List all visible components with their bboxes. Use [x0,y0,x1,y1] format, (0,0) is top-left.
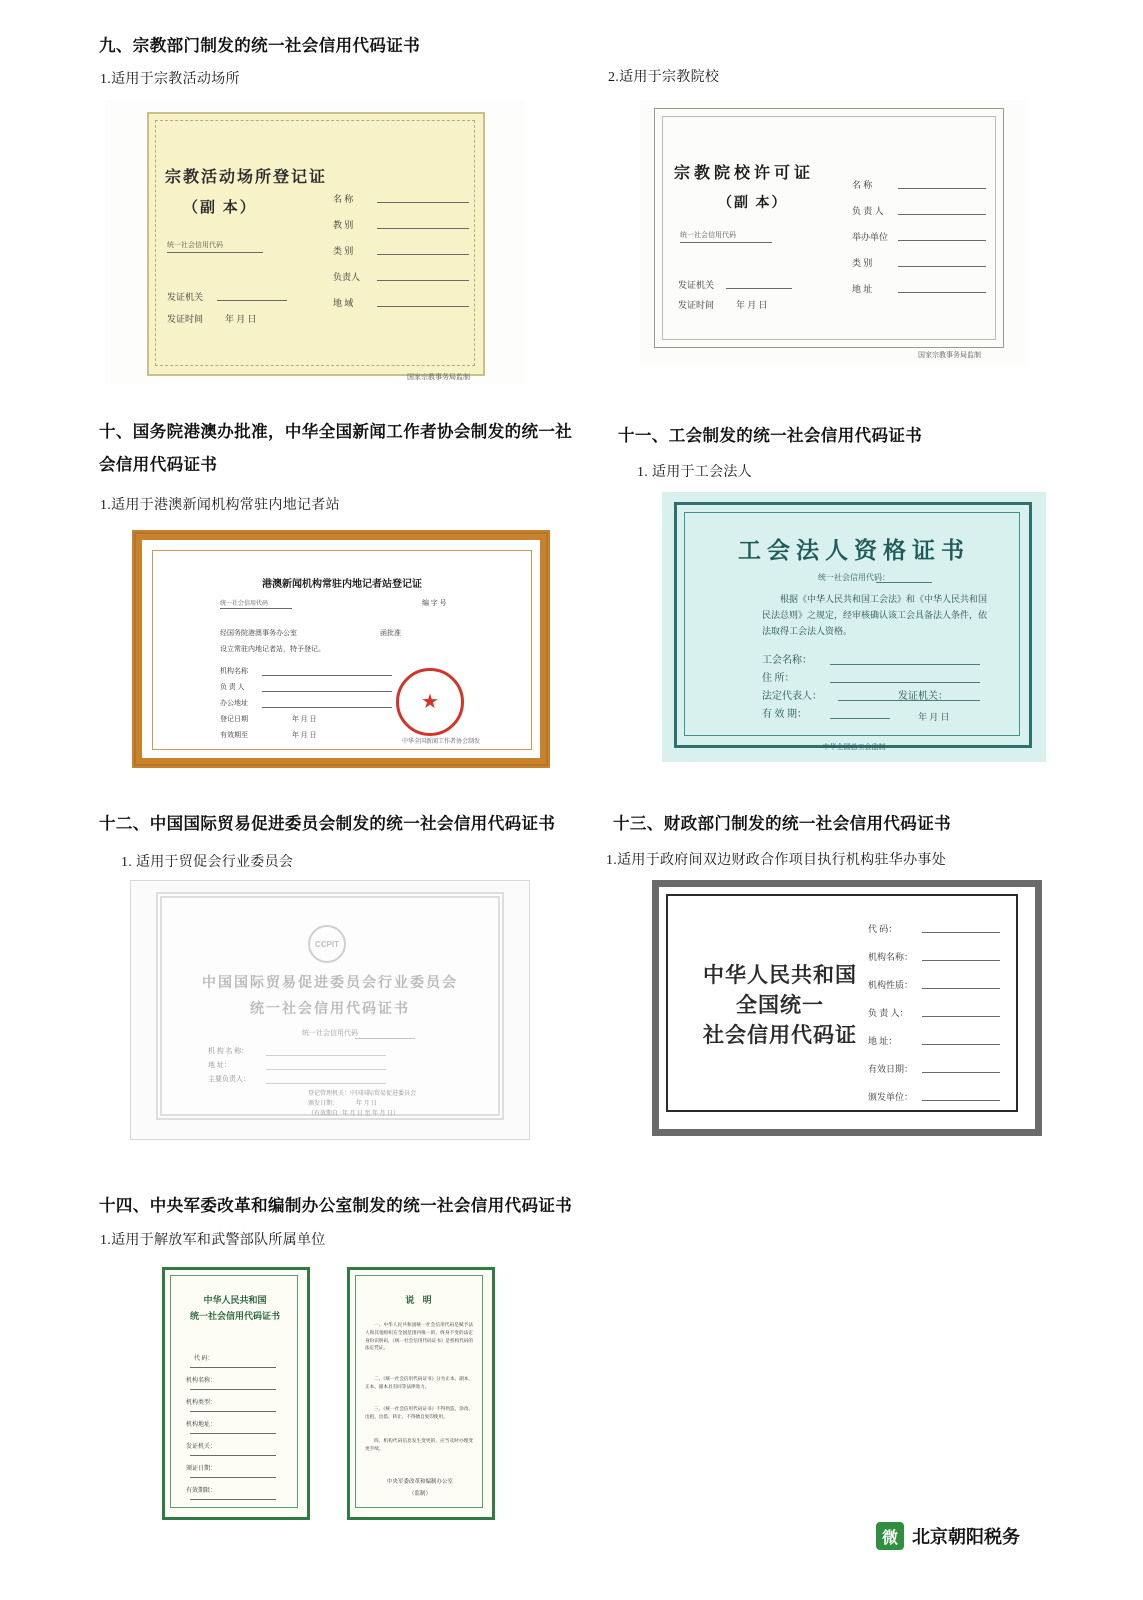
field-line-4 [898,292,986,293]
section-heading-10-line2: 会信用代码证书 [99,456,218,474]
field-label-3: 负责人 [333,272,361,282]
seal-star-icon: ★ [421,691,439,713]
cert-subtitle: （副 本） [718,196,788,211]
field-label-4: 发证机关： [186,1444,217,1450]
field-line-3 [190,1433,276,1434]
field-line-0 [190,1367,276,1368]
field-line-0 [898,188,986,189]
register-line: 设立常驻内地记者站，特予登记。 [220,645,325,653]
cert-code-label: 统一社会信用代码 [220,601,269,607]
field-label-0: 机 构 名 称： [208,1047,249,1055]
cert-title-line2: 统一社会信用代码证书 [189,1311,280,1321]
code-line [876,582,932,583]
field-label-5: 颁证日期： [186,1466,217,1472]
field-line-2 [190,1411,276,1412]
field-label-2: 机构类型： [186,1400,217,1406]
field-line-1 [830,682,980,683]
issuer-label: 登记管理机关：中国国际贸易促进委员会 [308,1091,417,1097]
field-line-3 [898,266,986,267]
approval-suffix: 函批准 [380,629,401,637]
cert-notes-footer-line1: 中央军委改革和编制办公室 [386,1479,453,1485]
field-label-1: 机构名称： [186,1378,217,1384]
cert-title: 工会法人资格证书 [738,538,970,563]
section-heading-12: 十二、中国国际贸易促进委员会制发的统一社会信用代码证书 [99,815,556,833]
field-label-3: 有 效 期： [762,709,807,720]
code-line [220,608,292,609]
cert-title-line2: 统一社会信用代码证书 [250,1002,410,1017]
field-line-3 [830,718,890,719]
cert-code-label: 统一社会信用代码： [818,573,890,582]
field-line-1 [262,691,392,692]
section-heading-9: 九、宗教部门制发的统一社会信用代码证书 [99,37,421,55]
section-heading-11: 十一、工会制发的统一社会信用代码证书 [618,427,923,445]
field-line-0 [262,675,392,676]
cert-notes-paragraph-3: 四、机构代码信息发生变更的，应当及时办理变更手续。 [365,1438,473,1451]
field-label-6: 颁发单位： [868,1092,914,1102]
field-3-date-units: 年 月 日 [292,715,317,723]
issuer-label: 发证机关 [167,292,204,302]
issuer-line [726,288,792,289]
section-heading-10: 十、国务院港澳办批准，中华全国新闻工作者协会制发的统一社 [99,423,573,441]
cert-body-text: 根据《中华人民共和国工会法》和《中华人民共和国民法总则》之规定，经审核确认该工会具备法人条件，依法取得工会法人资格。 [762,594,988,636]
field-label-3: 负 责 人： [868,1008,909,1018]
field-label-0: 名 称 [333,194,354,204]
field-label-1: 负 责 人 [852,206,884,216]
valid-units: 年 月 日 至 年 月 日） [342,1111,400,1117]
cert-union [662,492,1046,762]
section-14-item-1-label: 1.适用于解放军和武警部队所属单位 [100,1233,326,1248]
cert-notes-title: 说 明 [405,1295,435,1305]
cert-military-right [345,1265,495,1520]
cert-title: 港澳新闻机构常驻内地记者站登记证 [262,579,422,590]
section-heading-13: 十三、财政部门制发的统一社会信用代码证书 [613,815,951,833]
field-label-0: 机构名称 [220,667,248,675]
valid-label: （有效期自 [308,1111,339,1117]
field-label-1: 负 责 人 [220,683,245,691]
no-label: 编 字 号 [422,599,447,607]
field-line-4 [922,1044,1000,1045]
cert-notes-paragraph-1: 二、《统一社会信用代码证书》分为正本、副本，正本、副本具有同等法律效力。 [365,1376,473,1389]
field-label-2: 主要负责人： [208,1075,250,1083]
date-label: 发证时间 [678,300,715,310]
official-seal [396,668,464,736]
section-13-item-1-label: 1.适用于政府间双边财政合作项目执行机构驻华办事处 [606,853,946,868]
issuer-line [217,300,287,301]
date-units: 年 月 日 [918,712,950,722]
section-9-item-2-label: 2.适用于宗教院校 [608,70,720,85]
cert-code-label: 统一社会信用代码 [302,1029,358,1037]
cert-big-text-line2: 全国统一 [736,993,824,1017]
ccpit-logo-icon: CCPIT [308,925,346,963]
cert-military-left [160,1265,310,1520]
field-label-2: 法定代表人： [762,691,822,702]
cert-inner-border [355,1275,483,1508]
field-label-1: 住 所： [762,673,795,684]
field-line-0 [830,664,980,665]
field-label-4: 有效期至 [220,731,248,739]
code-line [680,242,772,243]
field-label-6: 有效期限： [186,1488,217,1494]
field-label-1: 机构名称： [868,952,914,962]
cert-religious-site [105,100,525,385]
section-10-item-1-label: 1.适用于港澳新闻机构常驻内地记者站 [100,498,340,513]
field-line-0 [922,932,1000,933]
field-line-4 [190,1455,276,1456]
code-line [355,1038,415,1039]
section-12-item-1-label: 1. 适用于贸促会行业委员会 [121,855,294,870]
field-label-2: 办公地址 [220,699,248,707]
cert-footer: 国家宗教事务局监制 [918,351,981,359]
field-line-1 [190,1389,276,1390]
field-line-3 [922,1016,1000,1017]
cert-title: 宗教院校许可证 [674,165,815,182]
field-label-0: 名 称 [852,180,873,190]
wechat-account-footer [876,1522,1020,1550]
field-line-1 [922,960,1000,961]
field-label-0: 代 码： [194,1356,214,1362]
field-label-4: 地 址： [868,1036,898,1046]
section-11-item-1-label: 1. 适用于工会法人 [637,465,752,480]
cert-title: 宗教活动场所登记证 [165,169,328,186]
field-label-1: 地 址： [208,1061,231,1069]
cert-subtitle: （副 本） [183,200,257,216]
field-line-2 [898,240,986,241]
cert-big-text-line3: 社会信用代码证 [703,1023,857,1047]
field-label-4: 地 域 [333,298,354,308]
field-label-4: 地 址 [852,284,873,294]
cert-title-line1: 中华人民共和国 [203,1295,267,1305]
field-label-3: 类 别 [852,258,873,268]
cert-notes-footer-line2: （监制） [408,1491,431,1497]
section-9-item-1-label: 1.适用于宗教活动场所 [100,72,240,87]
issuer-label: 发证机关 [678,280,715,290]
field-line-2 [377,254,469,255]
field-line-2 [266,1083,386,1084]
cert-footer: 国家宗教事务局监制 [407,373,470,381]
approval-line: 经国务院港澳事务办公室 [220,629,297,637]
field-line-0 [266,1055,386,1056]
field-line-1 [377,228,469,229]
cert-footer: 中华全国总工会监制 [822,743,886,751]
field-line-3 [377,280,469,281]
cert-footer: 中华全国新闻工作者协会制发 [402,739,481,745]
field-line-5 [922,1072,1000,1073]
cert-big-text-line1: 中华人民共和国 [703,963,857,987]
field-label-2: 机构性质： [868,980,914,990]
field-line-1 [898,214,986,215]
cert-notes-paragraph-0: 一、中华人民共和国统一社会信用代码是赋予法人和其他组织在全国范围内唯一的、终身不变的法定身份识别码，《统一社会信用代码证书》是机构代码的法定凭证。 [365,1322,473,1351]
cert-title-line1: 中国国际贸易促进委员会行业委员会 [202,976,458,991]
field-line-6 [190,1499,276,1500]
cert-notes-paragraph-2: 三、《统一社会信用代码证书》不得伪造、涂改、出租、出借、转让，不得擅自复印使用。 [365,1406,473,1419]
field-line-5 [190,1477,276,1478]
field-label-1: 教 别 [333,220,354,230]
cert-code-label: 统一社会信用代码 [680,231,736,239]
cert-press-station [122,520,562,780]
wechat-account-name: 北京朝阳税务 [912,1527,1020,1547]
field-label-5: 有效日期： [868,1064,914,1074]
cert-ccpit [130,880,530,1140]
field-label-0: 工会名称： [762,655,812,666]
date-units: 年 月 日 [356,1101,378,1107]
section-heading-14: 十四、中央军委改革和编制办公室制发的统一社会信用代码证书 [99,1197,573,1215]
field-line-2 [922,988,1000,989]
date-units: 年 月 日 [736,300,768,310]
field-label-0: 代 码： [868,924,898,934]
field-label-3: 机构地址： [186,1422,217,1428]
date-label: 颁发日期： [308,1101,339,1107]
code-line [167,252,263,253]
field-label-2: 举办单位 [852,232,889,242]
cert-code-label: 统一社会信用代码 [167,241,223,249]
cert-religious-school [640,100,1025,365]
field-line-1 [266,1069,386,1070]
wechat-logo-icon: 微 [876,1522,904,1550]
date-units: 年 月 日 [225,314,257,324]
field-line-0 [377,202,469,203]
field-4-date-units: 年 月 日 [292,731,317,739]
issuer-label: 发证机关： [898,691,948,702]
field-line-6 [922,1100,1000,1101]
cert-finance [650,878,1045,1138]
field-line-4 [377,306,469,307]
field-label-3: 登记日期 [220,715,248,723]
field-line-2 [262,707,392,708]
field-label-2: 类 别 [333,246,354,256]
date-label: 发证时间 [167,314,204,324]
